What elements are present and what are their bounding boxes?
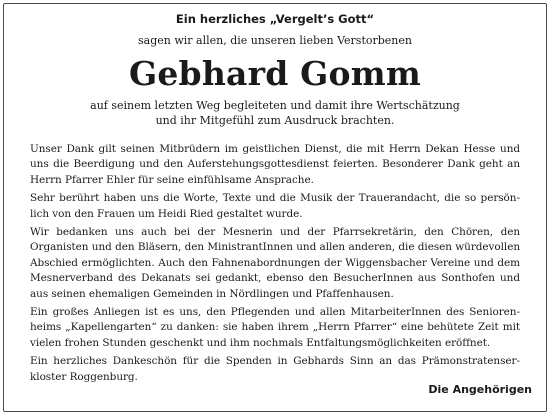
- paragraph-helpers: Wir bedanken uns auch bei der Mesnerin und der Pfarrsekretärin, den Chören, den Organisten und den Bläsern, den MinistrantInnen und allen anderen, die diesen würdevollen Abschied ermöglichten. Auch den Fahnenabordnungen der Wiggensbacher Vereine und dem Mesnerverband des Dekanats sei gedankt, ebenso den BesucherInnen aus Sonthofen und aus seinen ehemaligen Gemeinden in Nördlingen und Pfaffenhausen.: [30, 226, 520, 300]
- tribute-line-1: auf seinem letzten Weg begleiteten und damit ihre Wertschätzung: [90, 99, 460, 112]
- intro-line: sagen wir allen, die unseren lieben Verstorbenen: [137, 34, 412, 47]
- notice-content: [30, 6, 520, 388]
- deceased-name: Gebhard Gomm: [128, 54, 421, 93]
- tribute-line-2: und ihr Mitgefühl zum Ausdruck brachten.: [155, 114, 395, 127]
- thanks-text: [30, 142, 520, 385]
- paragraph-care-home: Ein großes Anliegen ist es uns, den Pflegenden und allen MitarbeiterInnen des Seniorenheims „Kapellengarten“ zu danken: sie haben ihrem „Herrn Pfarrer“ eine behütete Zeit mit vielen frohen Stunden geschenkt und ihm nochmals Entfaltungsmöglichkeiten eröffnet.: [30, 306, 520, 349]
- paragraph-devotion: Sehr berührt haben uns die Worte, Texte und die Musik der Trauerandacht, die so persönlich von den Frauen um Heidi Ried gestaltet wurde.: [30, 192, 520, 220]
- signature: Die Angehörigen: [428, 383, 532, 396]
- paragraph-donations: Ein herzliches Dankeschön für die Spenden in Gebhards Sinn an das Prämonstratenserkloster Roggenburg.: [30, 355, 520, 383]
- notice-heading: Ein herzliches „Vergelt’s Gott“: [175, 12, 375, 26]
- paragraph-clergy: Unser Dank gilt seinen Mitbrüdern im geistlichen Dienst, die mit Herrn Dekan Hesse und uns die Beerdigung und den Auferstehungsgottesdienst feierten. Besonderer Dank geht an Herrn Pfarrer Ehler für seine einfühlsame Ansprache.: [30, 143, 520, 186]
